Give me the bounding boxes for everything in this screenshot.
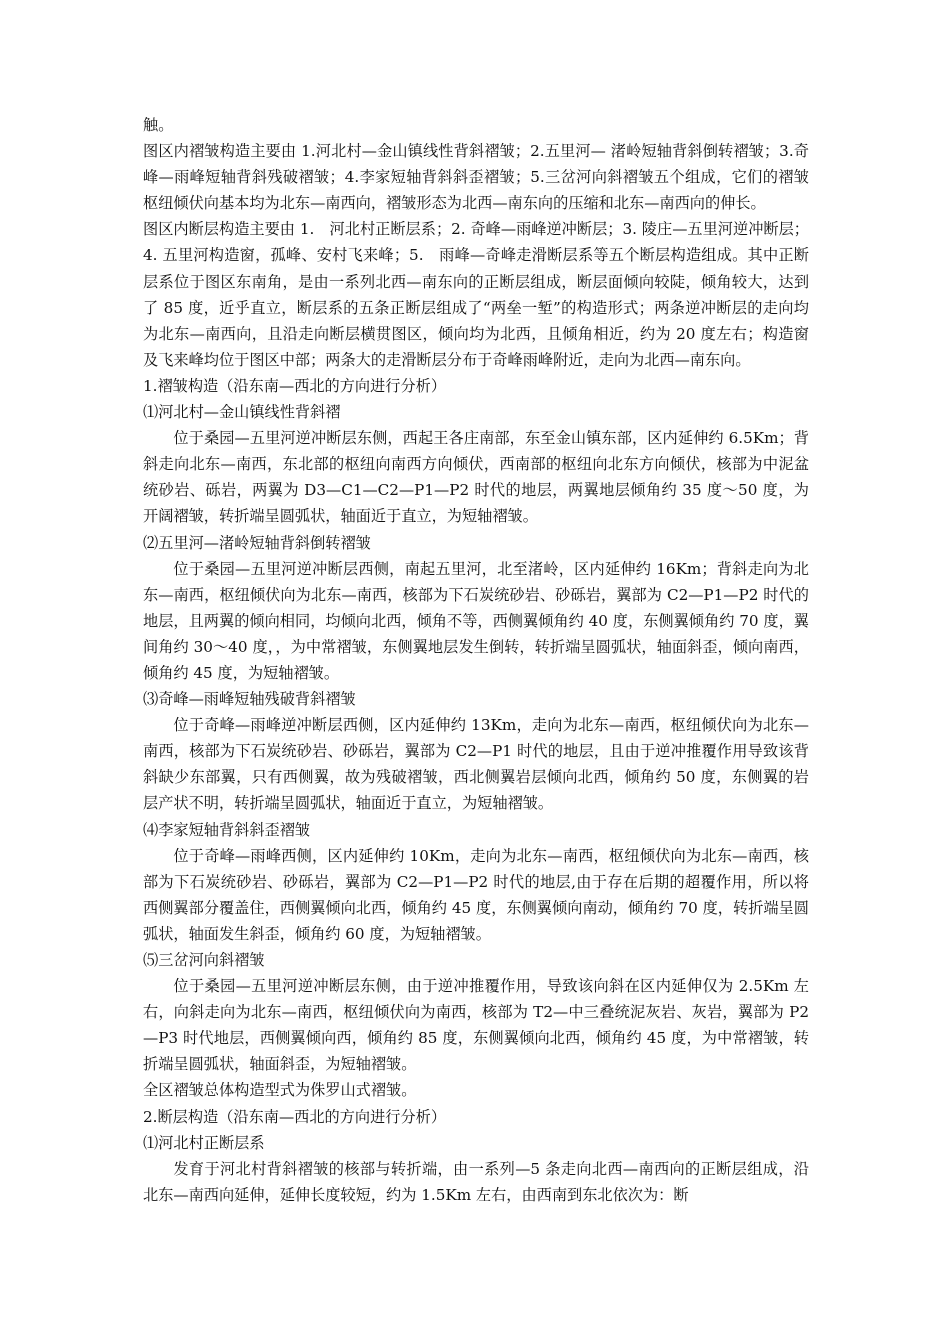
subheading-fold-5: ⑸三岔河向斜褶皱 [143, 951, 265, 969]
subheading-fold-4: ⑷李家短轴背斜斜歪褶皱 [143, 820, 311, 839]
paragraph-fold-1: 位于桑园—五里河逆冲断层东侧，西起王各庄南部，东至金山镇东部，区内延伸约 6.5Km；背斜走向北东—南西，东北部的枢纽向南西方向倾伏，西南部的枢纽向北东方向倾伏，核部为中泥盆统砂岩、砾岩，两翼为 D3—C1—C2—P1—P2 时代的地层，两翼地层倾角约 35 度～50 度，为开阔褶皱，转折端呈圆弧状，轴面近于直立，为短轴褶皱。 [143, 429, 809, 526]
subheading-fold-1: ⑴河北村—金山镇线性背斜褶 [143, 403, 341, 422]
paragraph-fold-overview: 图区内褶皱构造主要由 1.河北村—金山镇线性背斜褶皱；2.五里河— 渚岭短轴背斜倒转褶皱；3.奇峰—雨峰短轴背斜残破褶皱；4.李家短轴背斜斜歪褶皱；5.三岔河向斜褶皱五个组成，它们的褶皱枢纽倾伏向基本均为北东—南西向，褶皱形态为北西—南东向的压缩和北东—南西向的伸长。 [143, 142, 809, 213]
paragraph-fold-4: 位于奇峰—雨峰西侧，区内延伸约 10Km，走向为北东—南西，枢纽倾伏向为北东—南西，核部为下石炭统砂岩、砂砾岩，翼部为 C2—P1—P2 时代的地层,由于存在后期的超覆作用，所以将西侧翼部分覆盖住，西侧翼倾向北西，倾角约 45 度，东侧翼倾向南动，倾角约 70 度，转折端呈圆弧状，轴面发生斜歪，倾角约 60 度，为短轴褶皱。 [143, 846, 809, 943]
subheading-fault-1: ⑴河北村正断层系 [143, 1133, 265, 1152]
paragraph-fold-5: 位于桑园—五里河逆冲断层东侧，由于逆冲推覆作用，导致该向斜在区内延伸仅为 2.5Km 左右，向斜走向为北东—南西，枢纽倾伏向为南西，核部为 T2—中三叠统泥灰岩、灰岩，翼部为 P2—P3 时代地层，西侧翼倾向西，倾角约 85 度，东侧翼倾向北西，倾角约 45 度，为中常褶皱，转折端呈圆弧状，轴面斜歪，为短轴褶皱。 [143, 977, 809, 1074]
paragraph-fold-3: 位于奇峰—雨峰逆冲断层西侧，区内延伸约 13Km，走向为北东—南西，枢纽倾伏向为北东—南西，核部为下石炭统砂岩、砂砾岩，翼部为 C2—P1 时代的地层，且由于逆冲推覆作用导致该背斜缺少东部翼，只有西侧翼，故为残破褶皱，西北侧翼岩层倾向北西，倾角约 50 度，东侧翼的岩层产状不明，转折端呈圆弧状，轴面近于直立，为短轴褶皱。 [143, 716, 809, 813]
paragraph-fold-summary: 全区褶皱总体构造型式为侏罗山式褶皱。 [143, 1081, 417, 1100]
subheading-fold-2: ⑵五里河—渚岭短轴背斜倒转褶皱 [143, 533, 371, 552]
paragraph-fault-1: 发育于河北村背斜褶皱的核部与转折端，由一系列—5 条走向北西—南西向的正断层组成，沿北东—南西向延伸，延伸长度较短，约为 1.5Km 左右，由西南到东北依次为：断 [143, 1159, 809, 1204]
paragraph-continuation: 触。 [143, 116, 174, 134]
document-page [143, 112, 809, 1208]
subheading-fold-3: ⑶奇峰—雨峰短轴残破背斜褶皱 [143, 690, 356, 709]
paragraph-fold-2: 位于桑园—五里河逆冲断层西侧，南起五里河，北至渚岭，区内延伸约 16Km；背斜走向为北东—南西，枢纽倾伏向为北东—南西，核部为下石炭统砂岩、砂砾岩，翼部为 C2—P1—P2 时代的地层，且两翼的倾向相同，均倾向北西，倾角不等，西侧翼倾角约 40 度，东侧翼倾角约 70 度，翼间角约 30～40 度，，为中常褶皱，东侧翼地层发生倒转，转折端呈圆弧状，轴面斜歪，倾向南西，倾角约 45 度，为短轴褶皱。 [143, 559, 809, 682]
paragraph-fault-overview: 图区内断层构造主要由 1. 河北村正断层系；2. 奇峰—雨峰逆冲断层；3. 陵庄—五里河逆冲断层；4. 五里河构造窗，孤峰、安村飞来峰；5. 雨峰—奇峰走滑断层系等五个断层构造组成。其中正断层系位于图区东南角，是由一系列北西—南东向的正断层组成，断层面倾向较陡，倾角较大，达到了 85 度，近乎直立，断层系的五条正断层组成了“两垒一堑”的构造形式；两条逆冲断层的走向均为北东—南西向，且沿走向断层横贯图区，倾向均为北西，且倾角相近，约为 20 度左右；构造窗及飞来峰均位于图区中部；两条大的走滑断层分布于奇峰雨峰附近，走向为北西—南东向。 [143, 220, 809, 369]
heading-fault-structures: 2.断层构造（沿东南—西北的方向进行分析） [143, 1107, 447, 1126]
heading-fold-structures: 1.褶皱构造（沿东南—西北的方向进行分析） [143, 376, 447, 395]
